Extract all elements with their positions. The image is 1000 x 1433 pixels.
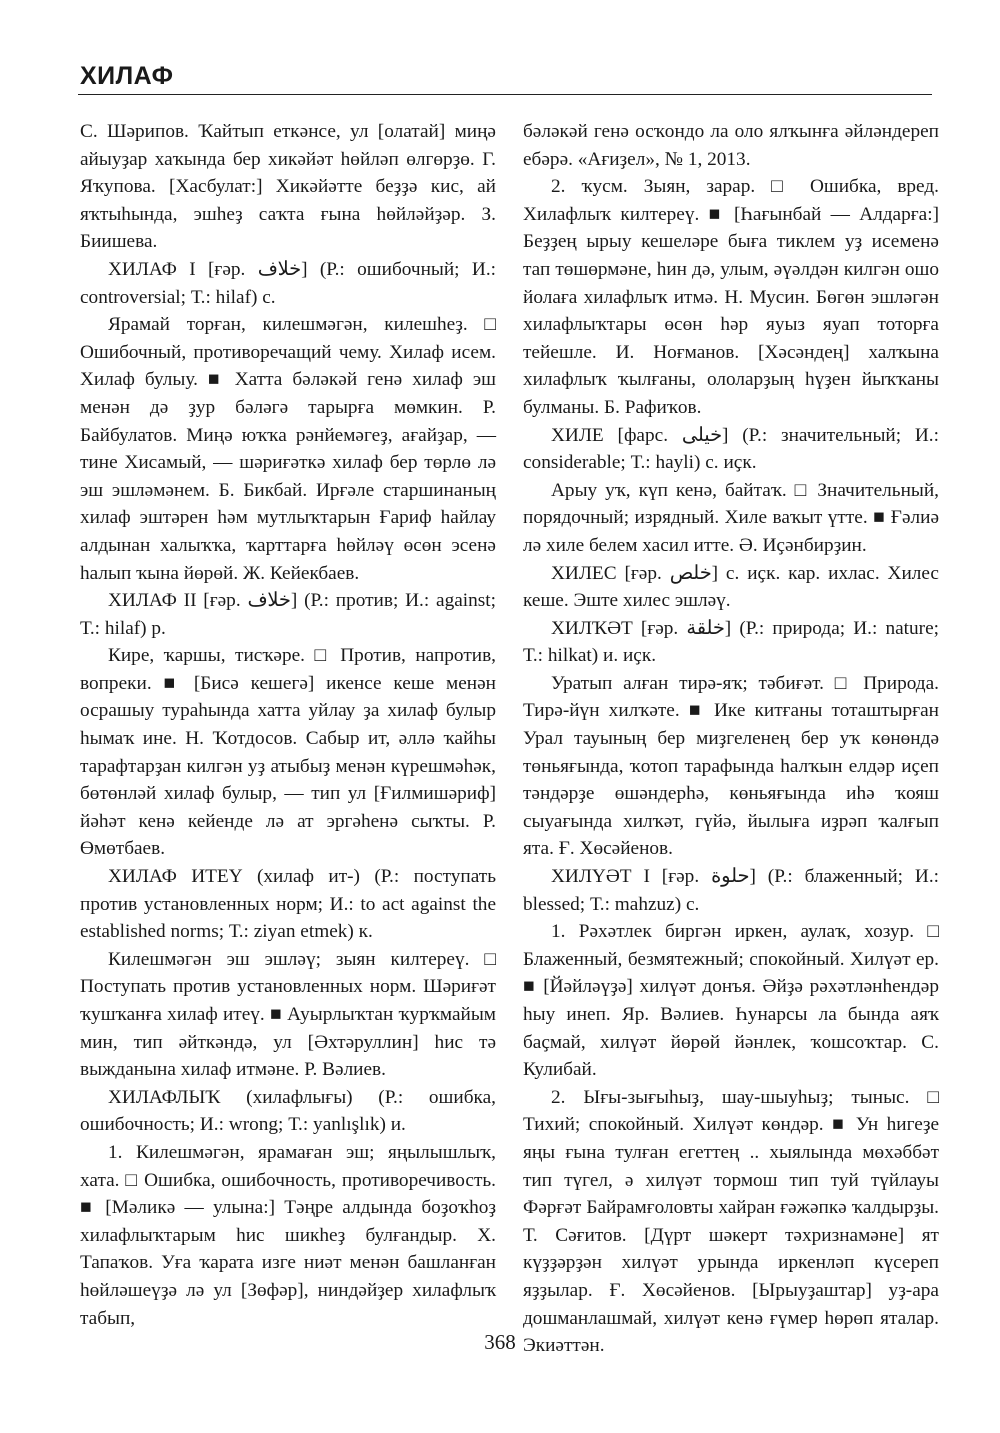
entry-headword: ХИЛАФ ИТЕҮ (хилаф ит-) (Р.: поступать против установленных норм; И.: to act against the established norms; Т.: ziyan etmek) к. xyxy=(80,866,496,943)
entry-paragraph: 1. Рәхәтлек биргән иркен, аулаҡ, хозур. □ Блаженный, безмятежный; спокойный. Хилүәт ер. ■ [Йәйләүҙә] хилүәт донъя. Әйҙә рәхәтләнһендәр һыу инеп. Яр. Вәлиев. Һунарсы ла бында аяҡ баҫмай, хилүәт йөрөй йәнлек, ҡошсоҡтар. С. Кулибай. xyxy=(523,921,939,1081)
left-column xyxy=(80,118,496,1332)
page-number: 368 xyxy=(484,1330,516,1354)
header-rule xyxy=(78,94,932,95)
right-column xyxy=(523,118,939,1360)
entry-paragraph: С. Шәрипов. Ҡайтып еткәнсе, ул [олатай] миңә айыуҙар хаҡында бер хикәйәт һөйләп өлгөрҙө. Г. Яҡупова. [Хасбулат:] Хикәйәтте беҙҙә кис, ай яҡтыһында, эшһеҙ саҡта ғына һөйләйҙәр. З. Биишева. xyxy=(80,121,496,253)
entry-paragraph: 1. Килешмәгән, ярамаған эш; яңылышлыҡ, хата. □ Ошибка, ошибочность, противоречивость. ■ [Мәликә — улына:] Тәңре алдында боҙоҡһоҙ хилафлыҡтарым һис шикһеҙ булғандыр. Х. Тапаҡов. Уға ҡарата изге ниәт менән башланған һөйләшеүҙә лә ул [Зөфәр], ниндәйҙер хилафлыҡ табып, xyxy=(80,1141,496,1329)
entry-headword: ХИЛҮӘТ I [ғәр. حلوة] (Р.: блаженный; И.: blessed; Т.: mahzuz) с. xyxy=(523,866,939,915)
entry-headword: ХИЛАФ I [ғәр. خلاف] (Р.: ошибочный; И.: controversial; Т.: hilaf) с. xyxy=(80,258,496,308)
entry-paragraph: Ярамай торған, килешмәгән, килешһеҙ. □ Ошибочный, противоречащий чему. Хилаф исем. Хилаф булыу. ■ Хатта бәләкәй генә хилаф эш менән дә ҙур бәләгә тарырға мөмкин. Р. Байбулатов. Миңә юҡҡа рәнйемәгеҙ, ағайҙар, — тине Хисамый, — шәриғәткә хилаф бер төрлө лә эш эшләмәнем. Б. Бикбай. Ирғәле старшинаның хилаф эштәрен һәм мутлыҡтарын Ғариф һайлау алдынан халыҡҡа, ҡарттарға һөйләү өсөн эсенә һалып ҡына йөрөй. Ж. Кейекбаев. xyxy=(80,314,496,584)
page-header-word: ХИЛАФ xyxy=(80,62,174,90)
entry-paragraph: 2. Ығы-зығыһыҙ, шау-шыуһыҙ; тыныс. □ Тихий; спокойный. Хилүәт көндәр. ■ Ун һигеҙе яңы ғына тулған егеттең .. хыялында мөхәббәт тип түгел, ә хилүәт тормош тип туй түйлауы Фәрғәт Байрамғоловты хайран ғәжәпкә ҡалдырҙы. Т. Сәғитов. [Дүрт шәкерт тәхризнамәне] ят күҙҙәрҙән хилүәт урында иркенләп күсереп яҙҙылар. Ғ. Хөсәйенов. [Ырыуҙаштар] уҙ-ара дошманлашмай, хилүәт кенә ғүмер һөрөп яталар. Экиәттән. xyxy=(523,1086,939,1357)
entry-paragraph: 2. ҡусм. Зыян, зарар. □ Ошибка, вред. Хилафлыҡ килтереү. ■ [Һағынбай — Алдарға:] Беҙҙең ырыу кешеләре быға тиклем уҙ исеменә тап төшөрмәне, һин дә, улым, әүәлдән килгән ошо йолаға хилафлыҡ итмә. Н. Мусин. Бөгөн эшләгән хилафлыҡтары өсөн һәр яуыз яуап тоторға тейешле. И. Ноғманов. [Хәсәндең] халҡына хилафлыҡ ҡылғаны, ололарҙың һүҙен йыҡҡаны булманы. Б. Рафиҡов. xyxy=(523,176,939,418)
entry-paragraph: бәләкәй генә осҡондо ла оло ялҡынға әйләндереп ебәрә. «Ағиҙел», № 1, 2013. xyxy=(523,121,939,170)
entry-headword: ХИЛҠӘТ [ғәр. خلقة] (Р.: природа; И.: nature; Т.: hilkat) и. иҫк. xyxy=(523,617,939,667)
entry-paragraph: Килешмәгән эш эшләү; зыян килтереү. □ Поступать против установленных норм. Шәриғәт ҡушҡанға хилаф итеү. ■ Ауырлыҡтан ҡурҡмайым мин, тип әйткәндә, ул [Әхтәруллин] һис тә выжданына хилаф итмәне. Р. Вәлиев. xyxy=(80,948,496,1081)
entry-headword: ХИЛАФ II [ғәр. خلاف] (Р.: против; И.: against; Т.: hilaf) р. xyxy=(80,590,496,639)
entry-paragraph: Арыу уҡ, күп кенә, байтаҡ. □ Значительный, порядочный; изрядный. Хиле ваҡыт үтте. ■ Ғәлиә лә хиле белем хасил итте. Ә. Иҫәнбирҙин. xyxy=(523,479,939,556)
entry-paragraph: Кире, ҡаршы, тисҡәре. □ Против, напротив, вопреки. ■ [Бисә кешегә] икенсе кеше менән осрашыу тураһында хатта уйлау ҙа хилаф булыр һымаҡ ине. Н. Ҡотдосов. Сабыр ит, әллә ҡайһы тарафтарҙан килгән уҙ атыбыҙ менән күрешмәһәк, бөтөнләй хилаф булыр, — тип ул [Ғилмишәриф] йәһәт кенә кейенде лә ат эргәһенә сыҡты. Р. Өмөтбаев. xyxy=(80,645,496,860)
entry-headword: ХИЛЕС [ғәр. خلص] с. иҫк. кар. ихлас. Хилес кеше. Эште хилес эшләү. xyxy=(523,562,939,612)
entry-paragraph: Уратып алған тирә-яҡ; тәбиғәт. □ Природа. Тирә-йүн хилҡәте. ■ Ике китғаны тоташтырған Урал тауының бер миҙгеленең бер уҡ көнөндә төньяғында, ҡотоп тарафында һалҡын елдәр иҫеп тәндәрҙе өшәндерһә, көньяғында иһә ҡояш сыуағында хилҡәт, гүйә, йылыға иҙрәп ҡалғып ята. Ғ. Хөсәйенов. xyxy=(523,672,939,860)
entry-headword: ХИЛЕ [фарс. خيلى] (Р.: значительный; И.: considerable; Т.: hayli) с. иҫк. xyxy=(523,424,939,474)
entry-headword: ХИЛАФЛЫҠ (хилафлығы) (Р.: ошибка, ошибочность; И.: wrong; Т.: yanlışlık) и. xyxy=(80,1086,496,1136)
